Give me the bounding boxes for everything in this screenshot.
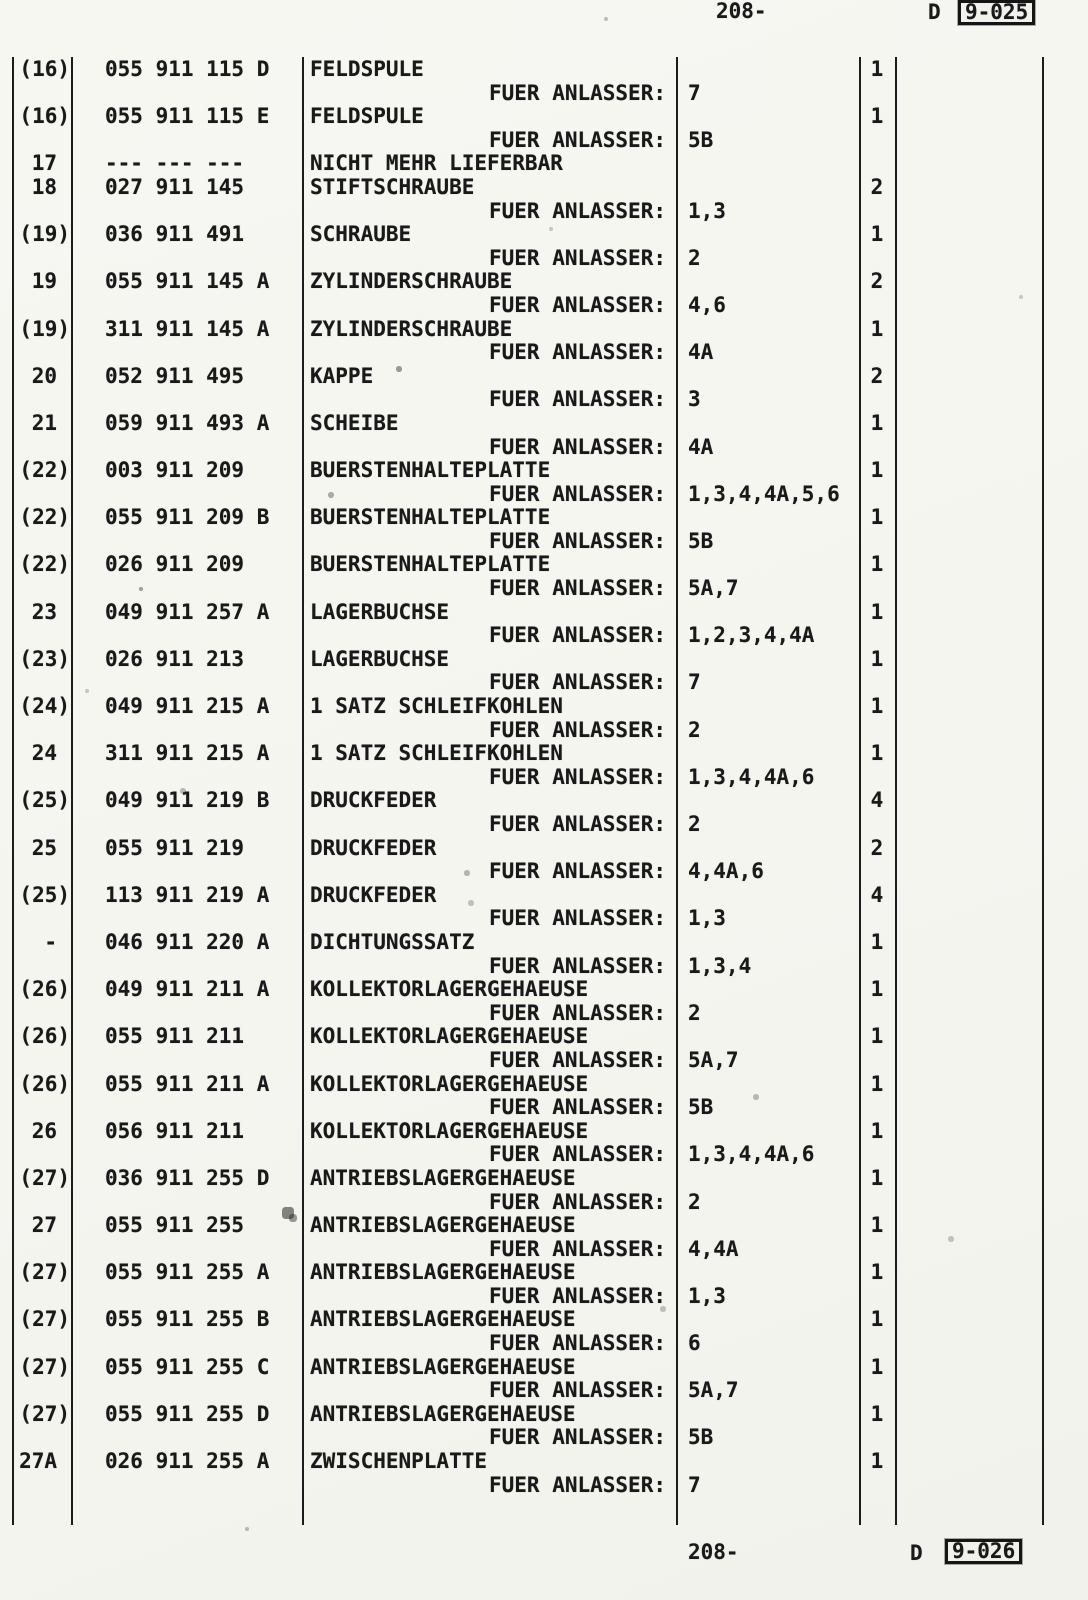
anlasser-codes: 6: [688, 1331, 701, 1356]
part-description: ZYLINDERSCHRAUBE: [310, 316, 513, 341]
quantity: 1: [870, 1449, 884, 1474]
anlasser-codes: 1,2,3,4,4A: [688, 623, 815, 648]
item-number: 27: [31, 1213, 57, 1238]
quantity: 4: [870, 788, 884, 813]
part-number: 049 911 215 A: [105, 694, 270, 719]
anlasser-codes: 5B: [688, 1425, 714, 1450]
quantity: 1: [870, 741, 884, 766]
quantity: 2: [870, 363, 884, 388]
part-number: 036 911 255 D: [105, 1165, 270, 1190]
part-number: 055 911 255 A: [105, 1260, 270, 1285]
anlasser-codes: 1,3,4: [688, 953, 752, 978]
part-number: 055 911 211: [105, 1024, 245, 1049]
part-description: FELDSPULE: [310, 104, 424, 129]
anlasser-codes: 4,4A: [688, 1236, 739, 1261]
fuer-anlasser-label: FUER ANLASSER:: [488, 245, 666, 270]
fuer-anlasser-label: FUER ANLASSER:: [488, 812, 666, 836]
part-description: 1 SATZ SCHLEIFKOHLEN: [310, 741, 563, 766]
fuer-anlasser-label: FUER ANLASSER:: [488, 1142, 666, 1167]
item-number: (26): [19, 1024, 70, 1049]
item-number: (26): [19, 1071, 70, 1096]
anlasser-codes: 4,6: [688, 292, 726, 317]
table-row: [0, 1403, 1088, 1450]
table-row: [0, 176, 1088, 223]
scan-noise: [0, 0, 2, 2]
anlasser-codes: 4,4A,6: [688, 859, 764, 884]
quantity: 1: [870, 1260, 884, 1285]
quantity: 1: [870, 410, 884, 435]
part-number: 049 911 211 A: [105, 977, 270, 1002]
table-row: [0, 1120, 1088, 1167]
fuer-anlasser-label: FUER ANLASSER:: [488, 906, 666, 931]
anlasser-codes: 1,3: [688, 906, 726, 931]
part-description: BUERSTENHALTEPLATTE: [310, 505, 551, 530]
fuer-anlasser-label: FUER ANLASSER:: [488, 1283, 666, 1308]
table-row: [0, 152, 1088, 176]
table-row: [0, 1261, 1088, 1308]
item-number: (24): [19, 694, 70, 719]
part-description: KOLLEKTORLAGERGEHAEUSE: [310, 1118, 589, 1143]
fuer-anlasser-label: FUER ANLASSER:: [488, 340, 666, 365]
part-description: ANTRIEBSLAGERGEHAEUSE: [310, 1307, 576, 1332]
fuer-anlasser-label: FUER ANLASSER:: [488, 859, 666, 884]
part-number: 052 911 495: [105, 363, 245, 388]
quantity: 1: [870, 552, 884, 577]
part-description: DRUCKFEDER: [310, 882, 437, 907]
fuer-anlasser-label: FUER ANLASSER:: [488, 764, 666, 789]
part-description: KOLLEKTORLAGERGEHAEUSE: [310, 1071, 589, 1096]
quantity: 1: [870, 1307, 884, 1332]
anlasser-codes: 3: [688, 387, 701, 412]
anlasser-codes: 2: [688, 717, 701, 742]
fuer-anlasser-label: FUER ANLASSER:: [488, 387, 666, 412]
parts-table: [0, 58, 1088, 1497]
part-number: 046 911 220 A: [105, 929, 270, 954]
part-number: 055 911 255 C: [105, 1354, 270, 1379]
quantity: 2: [870, 269, 884, 294]
part-description: ANTRIEBSLAGERGEHAEUSE: [310, 1354, 576, 1379]
anlasser-codes: 2: [688, 812, 701, 836]
fuer-anlasser-label: FUER ANLASSER:: [488, 623, 666, 648]
table-row: [0, 601, 1088, 648]
item-number: (26): [19, 977, 70, 1002]
part-description: BUERSTENHALTEPLATTE: [310, 552, 551, 577]
item-number: (19): [19, 222, 70, 247]
anlasser-codes: 1,3: [688, 1283, 726, 1308]
fuer-anlasser-label: FUER ANLASSER:: [488, 576, 666, 601]
fuer-anlasser-label: FUER ANLASSER:: [488, 292, 666, 317]
fuer-anlasser-label: FUER ANLASSER:: [488, 1378, 666, 1403]
fuer-anlasser-label: FUER ANLASSER:: [488, 670, 666, 695]
quantity: 1: [870, 316, 884, 341]
anlasser-codes: 7: [688, 1472, 701, 1497]
quantity: 1: [870, 977, 884, 1002]
part-description: ANTRIEBSLAGERGEHAEUSE: [310, 1165, 576, 1190]
table-row: [0, 789, 1088, 836]
quantity: 2: [870, 835, 884, 860]
quantity: 4: [870, 882, 884, 907]
part-description: KOLLEKTORLAGERGEHAEUSE: [310, 1024, 589, 1049]
part-number: 311 911 145 A: [105, 316, 270, 341]
table-row: [0, 270, 1088, 317]
table-row: [0, 223, 1088, 270]
item-number: (27): [19, 1354, 70, 1379]
quantity: 1: [870, 1071, 884, 1096]
part-number: --- --- ---: [105, 151, 245, 176]
quantity: 1: [870, 458, 884, 483]
anlasser-codes: 5B: [688, 1095, 714, 1120]
part-number: 055 911 145 A: [105, 269, 270, 294]
part-description: ZWISCHENPLATTE: [310, 1449, 488, 1474]
table-row: [0, 1025, 1088, 1072]
table-row: [0, 506, 1088, 553]
part-number: 056 911 211: [105, 1118, 245, 1143]
table-row: [0, 365, 1088, 412]
anlasser-codes: 7: [688, 670, 701, 695]
table-row: [0, 742, 1088, 789]
table-row: [0, 1308, 1088, 1355]
anlasser-codes: 2: [688, 245, 701, 270]
part-description: NICHT MEHR LIEFERBAR: [310, 151, 563, 176]
part-number: 055 911 115 E: [105, 104, 270, 129]
table-row: [0, 1356, 1088, 1403]
table-row: [0, 1073, 1088, 1120]
part-number: 059 911 493 A: [105, 410, 270, 435]
item-number: -: [44, 929, 57, 954]
fuer-anlasser-label: FUER ANLASSER:: [488, 1236, 666, 1261]
table-row: [0, 553, 1088, 600]
item-number: 24: [31, 741, 57, 766]
item-number: 18: [31, 174, 57, 199]
anlasser-codes: 7: [688, 80, 701, 105]
fuer-anlasser-label: FUER ANLASSER:: [488, 1472, 666, 1497]
footer-code-letter: D: [910, 1541, 923, 1565]
anlasser-codes: 5A,7: [688, 1378, 739, 1403]
header-page-number: 208-: [716, 0, 767, 23]
table-row: [0, 695, 1088, 742]
item-number: (22): [19, 505, 70, 530]
quantity: 1: [870, 929, 884, 954]
part-description: SCHRAUBE: [310, 222, 412, 247]
fuer-anlasser-label: FUER ANLASSER:: [488, 528, 666, 553]
table-row: [0, 931, 1088, 978]
table-row: [0, 1450, 1088, 1497]
quantity: 1: [870, 1165, 884, 1190]
item-number: (22): [19, 458, 70, 483]
part-description: FELDSPULE: [310, 57, 424, 81]
fuer-anlasser-label: FUER ANLASSER:: [488, 1000, 666, 1025]
anlasser-codes: 1,3,4,4A,6: [688, 764, 815, 789]
item-number: 26: [31, 1118, 57, 1143]
part-description: 1 SATZ SCHLEIFKOHLEN: [310, 694, 563, 719]
anlasser-codes: 5B: [688, 127, 714, 152]
part-number: 026 911 255 A: [105, 1449, 270, 1474]
table-row: [0, 648, 1088, 695]
quantity: 1: [870, 505, 884, 530]
quantity: 1: [870, 1118, 884, 1143]
anlasser-codes: 5A,7: [688, 1047, 739, 1072]
part-number: 055 911 211 A: [105, 1071, 270, 1096]
fuer-anlasser-label: FUER ANLASSER:: [488, 434, 666, 459]
anlasser-codes: 5B: [688, 528, 714, 553]
table-row: [0, 412, 1088, 459]
quantity: 1: [870, 1401, 884, 1426]
table-row: [0, 1167, 1088, 1214]
quantity: 1: [870, 1024, 884, 1049]
item-number: (16): [19, 104, 70, 129]
part-number: 049 911 257 A: [105, 599, 270, 624]
quantity: 1: [870, 599, 884, 624]
part-description: KAPPE: [310, 363, 374, 388]
item-number: 21: [31, 410, 57, 435]
part-number: 055 911 209 B: [105, 505, 270, 530]
item-number: (25): [19, 882, 70, 907]
part-number: 049 911 219 B: [105, 788, 270, 813]
header-code-letter: D: [928, 0, 941, 24]
anlasser-codes: 4A: [688, 340, 714, 365]
table-row: [0, 105, 1088, 152]
anlasser-codes: 2: [688, 1189, 701, 1214]
table-row: [0, 978, 1088, 1025]
item-number: (16): [19, 57, 70, 81]
quantity: 1: [870, 1354, 884, 1379]
anlasser-codes: 2: [688, 1000, 701, 1025]
fuer-anlasser-label: FUER ANLASSER:: [488, 481, 666, 506]
fuer-anlasser-label: FUER ANLASSER:: [488, 198, 666, 223]
fuer-anlasser-label: FUER ANLASSER:: [488, 1189, 666, 1214]
fuer-anlasser-label: FUER ANLASSER:: [488, 127, 666, 152]
item-number: (19): [19, 316, 70, 341]
item-number: (25): [19, 788, 70, 813]
part-description: SCHEIBE: [310, 410, 399, 435]
item-number: (27): [19, 1307, 70, 1332]
fuer-anlasser-label: FUER ANLASSER:: [488, 717, 666, 742]
fuer-anlasser-label: FUER ANLASSER:: [488, 1095, 666, 1120]
part-number: 055 911 115 D: [105, 57, 270, 81]
part-description: DRUCKFEDER: [310, 788, 437, 813]
part-description: BUERSTENHALTEPLATTE: [310, 458, 551, 483]
table-row: [0, 459, 1088, 506]
quantity: 1: [870, 222, 884, 247]
item-number: 17: [31, 151, 57, 176]
footer-page-number: 208-: [688, 1540, 739, 1564]
quantity: 1: [870, 694, 884, 719]
fuer-anlasser-label: FUER ANLASSER:: [488, 1047, 666, 1072]
anlasser-codes: 5A,7: [688, 576, 739, 601]
anlasser-codes: 1,3,4,4A,5,6: [688, 481, 840, 506]
item-number: 20: [31, 363, 57, 388]
part-number: 027 911 145: [105, 174, 245, 199]
quantity: 1: [870, 646, 884, 671]
part-description: DICHTUNGSSATZ: [310, 929, 475, 954]
anlasser-codes: 1,3: [688, 198, 726, 223]
part-description: STIFTSCHRAUBE: [310, 174, 475, 199]
part-description: ANTRIEBSLAGERGEHAEUSE: [310, 1213, 576, 1238]
item-number: (23): [19, 646, 70, 671]
quantity: 1: [870, 57, 884, 81]
quantity: 1: [870, 104, 884, 129]
table-row: [0, 837, 1088, 884]
part-number: 055 911 255: [105, 1213, 245, 1238]
item-number: (22): [19, 552, 70, 577]
table-row: [0, 58, 1088, 105]
item-number: 23: [31, 599, 57, 624]
item-number: (27): [19, 1165, 70, 1190]
item-number: 27A: [19, 1449, 57, 1474]
part-number: 003 911 209: [105, 458, 245, 483]
part-description: ANTRIEBSLAGERGEHAEUSE: [310, 1260, 576, 1285]
quantity: 2: [870, 174, 884, 199]
anlasser-codes: 4A: [688, 434, 714, 459]
table-row: [0, 884, 1088, 931]
part-description: KOLLEKTORLAGERGEHAEUSE: [310, 977, 589, 1002]
fuer-anlasser-label: FUER ANLASSER:: [488, 1331, 666, 1356]
part-number: 026 911 209: [105, 552, 245, 577]
anlasser-codes: 1,3,4,4A,6: [688, 1142, 815, 1167]
part-description: ANTRIEBSLAGERGEHAEUSE: [310, 1401, 576, 1426]
item-number: (27): [19, 1260, 70, 1285]
part-description: LAGERBUCHSE: [310, 646, 450, 671]
fuer-anlasser-label: FUER ANLASSER:: [488, 953, 666, 978]
part-description: DRUCKFEDER: [310, 835, 437, 860]
part-number: 311 911 215 A: [105, 741, 270, 766]
fuer-anlasser-label: FUER ANLASSER:: [488, 80, 666, 105]
part-description: LAGERBUCHSE: [310, 599, 450, 624]
header-ref-box: 9-025: [958, 0, 1035, 25]
part-number: 055 911 255 B: [105, 1307, 270, 1332]
part-number: 055 911 219: [105, 835, 245, 860]
part-number: 055 911 255 D: [105, 1401, 270, 1426]
item-number: 19: [31, 269, 57, 294]
part-number: 113 911 219 A: [105, 882, 270, 907]
table-row: [0, 318, 1088, 365]
table-row: [0, 1214, 1088, 1261]
part-number: 026 911 213: [105, 646, 245, 671]
part-number: 036 911 491: [105, 222, 245, 247]
footer-ref-box: 9-026: [945, 1539, 1022, 1564]
item-number: 25: [31, 835, 57, 860]
item-number: (27): [19, 1401, 70, 1426]
part-description: ZYLINDERSCHRAUBE: [310, 269, 513, 294]
fuer-anlasser-label: FUER ANLASSER:: [488, 1425, 666, 1450]
quantity: 1: [870, 1213, 884, 1238]
